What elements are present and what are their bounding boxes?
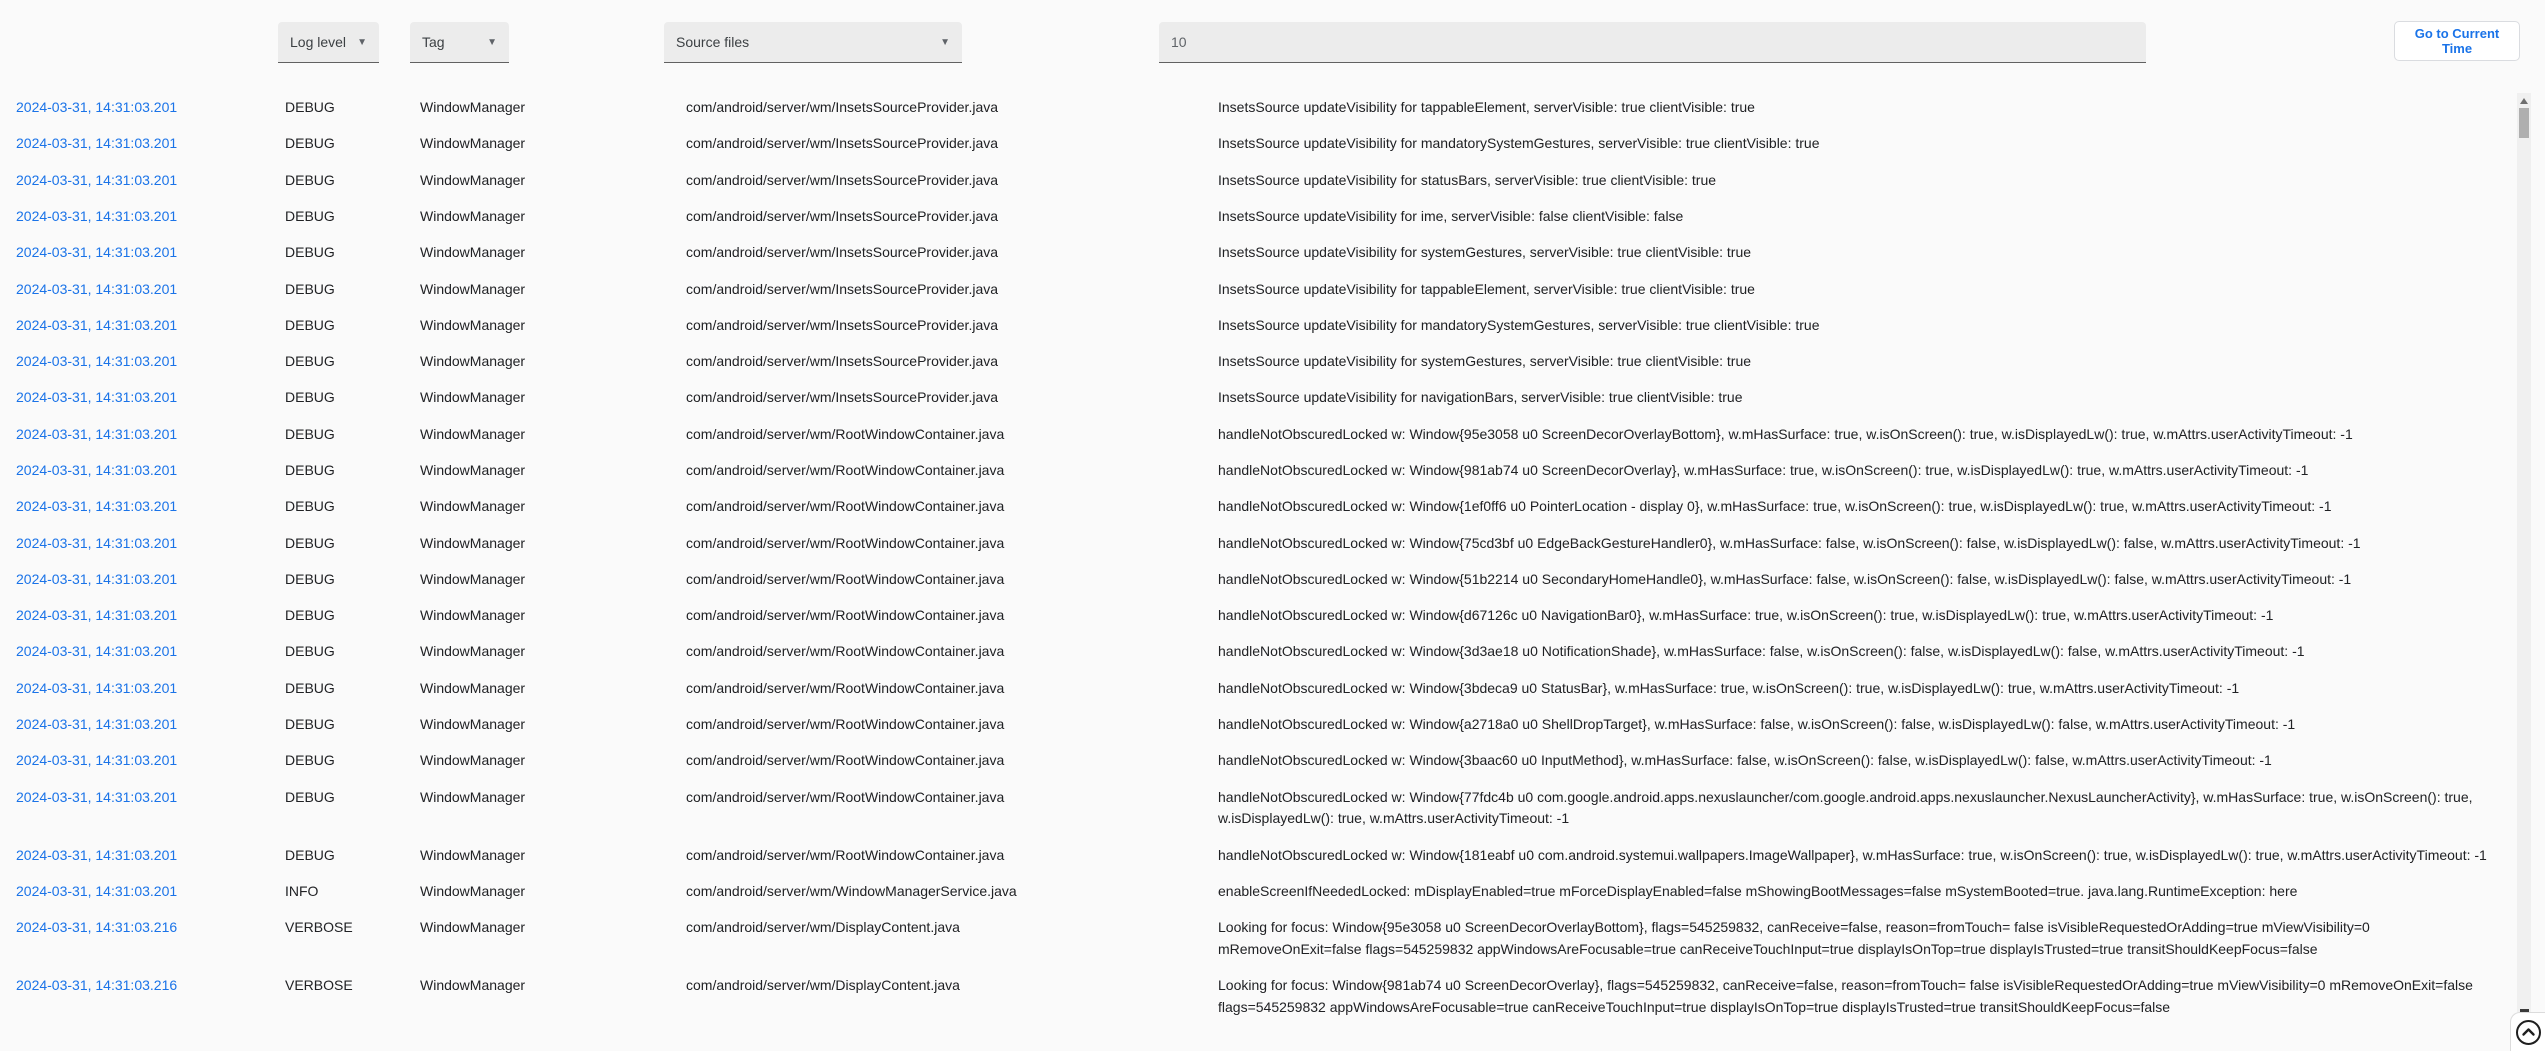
filter-toolbar: [0, 0, 2545, 80]
log-table-body: [0, 90, 2517, 1026]
chevron-down-icon: ▼: [357, 36, 367, 48]
log-timestamp-link[interactable]: 2024-03-31, 14:31:03.201: [16, 846, 178, 863]
log-level: DEBUG: [285, 570, 335, 587]
log-tag: WindowManager: [420, 99, 526, 116]
log-message: Looking for focus: Window{95e3058 u0 ScreenDecorOverlayBottom}, flags=545259832, canReceive=false, reason=fromTouch= false isVisibleRequestedOrAdding=true mViewVisibility=0 mRemoveOnExit=false flags=545259832 appWindowsAreFocusable=true canReceiveTouchInput=true displayIsOnTop=true displayIsTrusted=true transitShouldKeepFocus=false: [1218, 919, 2370, 958]
log-timestamp-link[interactable]: 2024-03-31, 14:31:03.201: [16, 883, 178, 899]
log-level: DEBUG: [285, 171, 335, 188]
log-row: [0, 199, 2517, 235]
scrollbar-up-arrow-icon[interactable]: [2520, 98, 2528, 104]
log-message: handleNotObscuredLocked w: Window{1ef0ff6 u0 PointerLocation - display 0}, w.mHasSurface: true, w.isOnScreen(): true, w.isDisplayedLw(): true, w.mAttrs.userActivityTimeout: -1: [1218, 498, 2332, 515]
log-timestamp-link[interactable]: 2024-03-31, 14:31:03.201: [16, 643, 178, 660]
log-message: InsetsSource updateVisibility for mandatorySystemGestures, serverVisible: true clientVisible: true: [1218, 316, 1820, 333]
log-level: DEBUG: [285, 389, 335, 406]
log-level: DEBUG: [285, 752, 335, 769]
log-timestamp-link[interactable]: 2024-03-31, 14:31:03.201: [16, 425, 178, 442]
log-message: Looking for focus: Window{981ab74 u0 ScreenDecorOverlay}, flags=545259832, canReceive=false, reason=fromTouch= false isVisibleRequestedOrAdding=true mViewVisibility=0 mRemoveOnExit=false flags=545259832 appWindowsAreFocusable=true canReceiveTouchInput=true displayIsOnTop=true displayIsTrusted=true transitShouldKeepFocus=false: [1218, 977, 2473, 1016]
log-message: handleNotObscuredLocked w: Window{981ab74 u0 ScreenDecorOverlay}, w.mHasSurface: true, w.isOnScreen(): true, w.isDisplayedLw(): true, w.mAttrs.userActivityTimeout: -1: [1218, 462, 2309, 478]
log-tag: WindowManager: [420, 135, 526, 152]
log-file: com/android/server/wm/RootWindowContainer.java: [686, 643, 1005, 660]
log-timestamp-link[interactable]: 2024-03-31, 14:31:03.201: [16, 244, 178, 261]
log-row: [0, 308, 2517, 344]
log-tag: WindowManager: [420, 389, 526, 406]
log-timestamp-link[interactable]: 2024-03-31, 14:31:03.201: [16, 498, 178, 515]
log-timestamp-link[interactable]: 2024-03-31, 14:31:03.201: [16, 607, 178, 624]
log-file: com/android/server/wm/WindowManagerService.java: [686, 883, 1017, 899]
log-timestamp-link[interactable]: 2024-03-31, 14:31:03.201: [16, 316, 178, 333]
log-timestamp-link[interactable]: 2024-03-31, 14:31:03.216: [16, 977, 178, 994]
log-file: com/android/server/wm/RootWindowContainer.java: [686, 752, 1005, 769]
log-timestamp-link[interactable]: 2024-03-31, 14:31:03.201: [16, 389, 178, 406]
log-message: InsetsSource updateVisibility for tappableElement, serverVisible: true clientVisible: true: [1218, 99, 1755, 116]
log-file: com/android/server/wm/RootWindowContainer.java: [686, 462, 1005, 478]
log-row: [0, 380, 2517, 416]
log-level: DEBUG: [285, 280, 335, 297]
log-level: DEBUG: [285, 679, 335, 696]
log-timestamp-link[interactable]: 2024-03-31, 14:31:03.201: [16, 788, 178, 805]
log-message: handleNotObscuredLocked w: Window{d67126c u0 NavigationBar0}, w.mHasSurface: true, w.isOnScreen(): true, w.isDisplayedLw(): true, w.mAttrs.userActivityTimeout: -1: [1218, 607, 2274, 624]
log-message: InsetsSource updateVisibility for systemGestures, serverVisible: true clientVisible: true: [1218, 353, 1752, 370]
log-row: [0, 453, 2517, 489]
log-message: InsetsSource updateVisibility for systemGestures, serverVisible: true clientVisible: true: [1218, 244, 1752, 261]
log-level-select[interactable]: [278, 22, 379, 63]
log-file: com/android/server/wm/RootWindowContainer.java: [686, 607, 1005, 624]
log-message: InsetsSource updateVisibility for mandatorySystemGestures, serverVisible: true clientVisible: true: [1218, 135, 1820, 152]
log-file: com/android/server/wm/InsetsSourceProvider.java: [686, 389, 999, 406]
log-file: com/android/server/wm/InsetsSourceProvider.java: [686, 135, 999, 152]
log-file: com/android/server/wm/RootWindowContainer.java: [686, 570, 1005, 587]
log-row: [0, 634, 2517, 670]
log-message: handleNotObscuredLocked w: Window{3d3ae18 u0 NotificationShade}, w.mHasSurface: false, w.isOnScreen(): false, w.isDisplayedLw(): false, w.mAttrs.userActivityTimeout: -1: [1218, 643, 2305, 660]
scrollbar-thumb[interactable]: [2519, 108, 2529, 138]
log-file: com/android/server/wm/DisplayContent.java: [686, 977, 960, 994]
log-message: handleNotObscuredLocked w: Window{181eabf u0 com.android.systemui.wallpapers.ImageWallpaper}, w.mHasSurface: true, w.isOnScreen(): true, w.isDisplayedLw(): true, w.mAttrs.userActivityTimeout: -1: [1218, 846, 2487, 863]
log-level: VERBOSE: [285, 919, 353, 936]
log-level: DEBUG: [285, 498, 335, 515]
log-row: [0, 910, 2517, 968]
log-file: com/android/server/wm/RootWindowContainer.java: [686, 788, 1005, 805]
log-row: [0, 126, 2517, 162]
log-message: InsetsSource updateVisibility for ime, serverVisible: false clientVisible: false: [1218, 208, 1684, 225]
log-file: com/android/server/wm/RootWindowContainer.java: [686, 534, 1005, 551]
log-tag: WindowManager: [420, 788, 526, 805]
log-tag: WindowManager: [420, 244, 526, 261]
log-level: DEBUG: [285, 715, 335, 732]
log-file: com/android/server/wm/DisplayContent.java: [686, 919, 960, 936]
log-timestamp-link[interactable]: 2024-03-31, 14:31:03.201: [16, 679, 178, 696]
log-level: DEBUG: [285, 208, 335, 225]
log-row: [0, 562, 2517, 598]
log-tag: WindowManager: [420, 353, 526, 370]
log-row: [0, 417, 2517, 453]
log-row: [0, 163, 2517, 199]
log-level: DEBUG: [285, 788, 335, 805]
log-tag: WindowManager: [420, 316, 526, 333]
log-timestamp-link[interactable]: 2024-03-31, 14:31:03.201: [16, 752, 178, 769]
source-files-select-label: Source files: [676, 34, 750, 50]
log-file: com/android/server/wm/InsetsSourceProvider.java: [686, 171, 999, 188]
log-level: VERBOSE: [285, 977, 353, 994]
log-file: com/android/server/wm/InsetsSourceProvider.java: [686, 280, 999, 297]
log-row: [0, 779, 2517, 837]
log-message: handleNotObscuredLocked w: Window{75cd3bf u0 EdgeBackGestureHandler0}, w.mHasSurface: false, w.isOnScreen(): false, w.isDisplayedLw(): false, w.mAttrs.userActivityTimeout: -1: [1218, 534, 2361, 551]
go-to-current-time-button[interactable]: Go to Current Time: [2394, 21, 2520, 61]
log-row: [0, 968, 2517, 1026]
scrollbar-track[interactable]: [2517, 93, 2531, 1015]
log-row: [0, 344, 2517, 380]
log-file: com/android/server/wm/InsetsSourceProvider.java: [686, 99, 999, 116]
log-file: com/android/server/wm/InsetsSourceProvider.java: [686, 208, 999, 225]
log-row: [0, 525, 2517, 561]
log-file: com/android/server/wm/InsetsSourceProvider.java: [686, 316, 999, 333]
log-row: [0, 598, 2517, 634]
log-tag: WindowManager: [420, 462, 526, 478]
log-tag: WindowManager: [420, 715, 526, 732]
log-timestamp-link[interactable]: 2024-03-31, 14:31:03.201: [16, 570, 178, 587]
source-files-select[interactable]: [664, 22, 962, 63]
chevron-up-circle-icon: [2515, 1019, 2542, 1046]
log-row: [0, 235, 2517, 271]
log-message: handleNotObscuredLocked w: Window{51b2214 u0 SecondaryHomeHandle0}, w.mHasSurface: false, w.isOnScreen(): false, w.isDisplayedLw(): false, w.mAttrs.userActivityTimeout: -1: [1218, 570, 2352, 587]
log-timestamp-link[interactable]: 2024-03-31, 14:31:03.201: [16, 353, 178, 370]
log-row: [0, 707, 2517, 743]
log-level: DEBUG: [285, 135, 335, 152]
log-row: [0, 874, 2517, 910]
log-level: DEBUG: [285, 846, 335, 863]
log-row: [0, 489, 2517, 525]
log-tag: WindowManager: [420, 846, 526, 863]
log-tag: WindowManager: [420, 643, 526, 660]
log-file: com/android/server/wm/RootWindowContainer.java: [686, 715, 1005, 732]
scroll-to-top-button[interactable]: [2510, 1012, 2545, 1051]
log-row: [0, 743, 2517, 779]
log-tag: WindowManager: [420, 208, 526, 225]
log-timestamp-link[interactable]: 2024-03-31, 14:31:03.201: [16, 715, 178, 732]
log-timestamp-link[interactable]: 2024-03-31, 14:31:03.201: [16, 462, 178, 478]
log-file: com/android/server/wm/RootWindowContainer.java: [686, 425, 1005, 442]
log-message: InsetsSource updateVisibility for statusBars, serverVisible: true clientVisible: true: [1218, 171, 1717, 188]
log-tag: WindowManager: [420, 883, 526, 899]
log-row: [0, 90, 2517, 126]
log-timestamp-link[interactable]: 2024-03-31, 14:31:03.201: [16, 280, 178, 297]
log-level: DEBUG: [285, 607, 335, 624]
log-message: handleNotObscuredLocked w: Window{a2718a0 u0 ShellDropTarget}, w.mHasSurface: false, w.isOnScreen(): false, w.isDisplayedLw(): false, w.mAttrs.userActivityTimeout: -1: [1218, 715, 2296, 732]
log-tag: WindowManager: [420, 607, 526, 624]
log-file: com/android/server/wm/RootWindowContainer.java: [686, 846, 1005, 863]
log-file: com/android/server/wm/InsetsSourceProvider.java: [686, 353, 999, 370]
log-timestamp-link[interactable]: 2024-03-31, 14:31:03.216: [16, 919, 178, 936]
log-tag: WindowManager: [420, 919, 526, 936]
log-tag: WindowManager: [420, 171, 526, 188]
timestamp-input[interactable]: [1159, 22, 2146, 63]
log-level: DEBUG: [285, 462, 335, 478]
tag-select-label: Tag: [422, 34, 445, 50]
log-message: enableScreenIfNeededLocked: mDisplayEnabled=true mForceDisplayEnabled=false mShowingBootMessages=false mSystemBooted=true. java.lang.RuntimeException: here: [1218, 883, 2298, 899]
log-level: DEBUG: [285, 353, 335, 370]
log-level-select-label: Log level: [290, 34, 347, 50]
log-message: InsetsSource updateVisibility for tappableElement, serverVisible: true clientVisible: true: [1218, 280, 1755, 297]
log-message: handleNotObscuredLocked w: Window{95e3058 u0 ScreenDecorOverlayBottom}, w.mHasSurface: true, w.isOnScreen(): true, w.isDisplayedLw(): true, w.mAttrs.userActivityTimeout: -1: [1218, 425, 2353, 442]
log-timestamp-link[interactable]: 2024-03-31, 14:31:03.201: [16, 135, 178, 152]
log-file: com/android/server/wm/RootWindowContainer.java: [686, 679, 1005, 696]
log-message: InsetsSource updateVisibility for navigationBars, serverVisible: true clientVisible: true: [1218, 389, 1743, 406]
log-file: com/android/server/wm/InsetsSourceProvider.java: [686, 244, 999, 261]
log-row: [0, 838, 2517, 874]
log-timestamp-link[interactable]: 2024-03-31, 14:31:03.201: [16, 171, 178, 188]
log-level: INFO: [285, 883, 319, 899]
log-tag: WindowManager: [420, 570, 526, 587]
log-row: [0, 271, 2517, 307]
chevron-down-icon: ▼: [487, 36, 497, 48]
log-timestamp-link[interactable]: 2024-03-31, 14:31:03.201: [16, 99, 178, 116]
log-level: DEBUG: [285, 99, 335, 116]
log-tag: WindowManager: [420, 977, 526, 994]
log-message: handleNotObscuredLocked w: Window{77fdc4b u0 com.google.android.apps.nexuslauncher/com.google.android.apps.nexuslauncher.NexusLauncherActivity}, w.mHasSurface: true, w.isOnScreen(): true, w.isDisplayedLw(): true, w.mAttrs.userActivityTimeout: -1: [1218, 788, 2473, 827]
log-tag: WindowManager: [420, 280, 526, 297]
log-level: DEBUG: [285, 425, 335, 442]
log-level: DEBUG: [285, 316, 335, 333]
log-level: DEBUG: [285, 643, 335, 660]
log-row: [0, 671, 2517, 707]
log-tag: WindowManager: [420, 534, 526, 551]
log-tag: WindowManager: [420, 498, 526, 515]
log-timestamp-link[interactable]: 2024-03-31, 14:31:03.201: [16, 534, 178, 551]
log-level: DEBUG: [285, 244, 335, 261]
log-tag: WindowManager: [420, 425, 526, 442]
tag-select[interactable]: [410, 22, 509, 63]
log-level: DEBUG: [285, 534, 335, 551]
log-file: com/android/server/wm/RootWindowContainer.java: [686, 498, 1005, 515]
chevron-down-icon: ▼: [940, 36, 950, 48]
log-timestamp-link[interactable]: 2024-03-31, 14:31:03.201: [16, 208, 178, 225]
log-tag: WindowManager: [420, 679, 526, 696]
log-message: handleNotObscuredLocked w: Window{3baac60 u0 InputMethod}, w.mHasSurface: false, w.isOnScreen(): false, w.isDisplayedLw(): false, w.mAttrs.userActivityTimeout: -1: [1218, 752, 2272, 769]
log-tag: WindowManager: [420, 752, 526, 769]
log-message: handleNotObscuredLocked w: Window{3bdeca9 u0 StatusBar}, w.mHasSurface: true, w.isOnScreen(): true, w.isDisplayedLw(): true, w.mAttrs.userActivityTimeout: -1: [1218, 679, 2240, 696]
